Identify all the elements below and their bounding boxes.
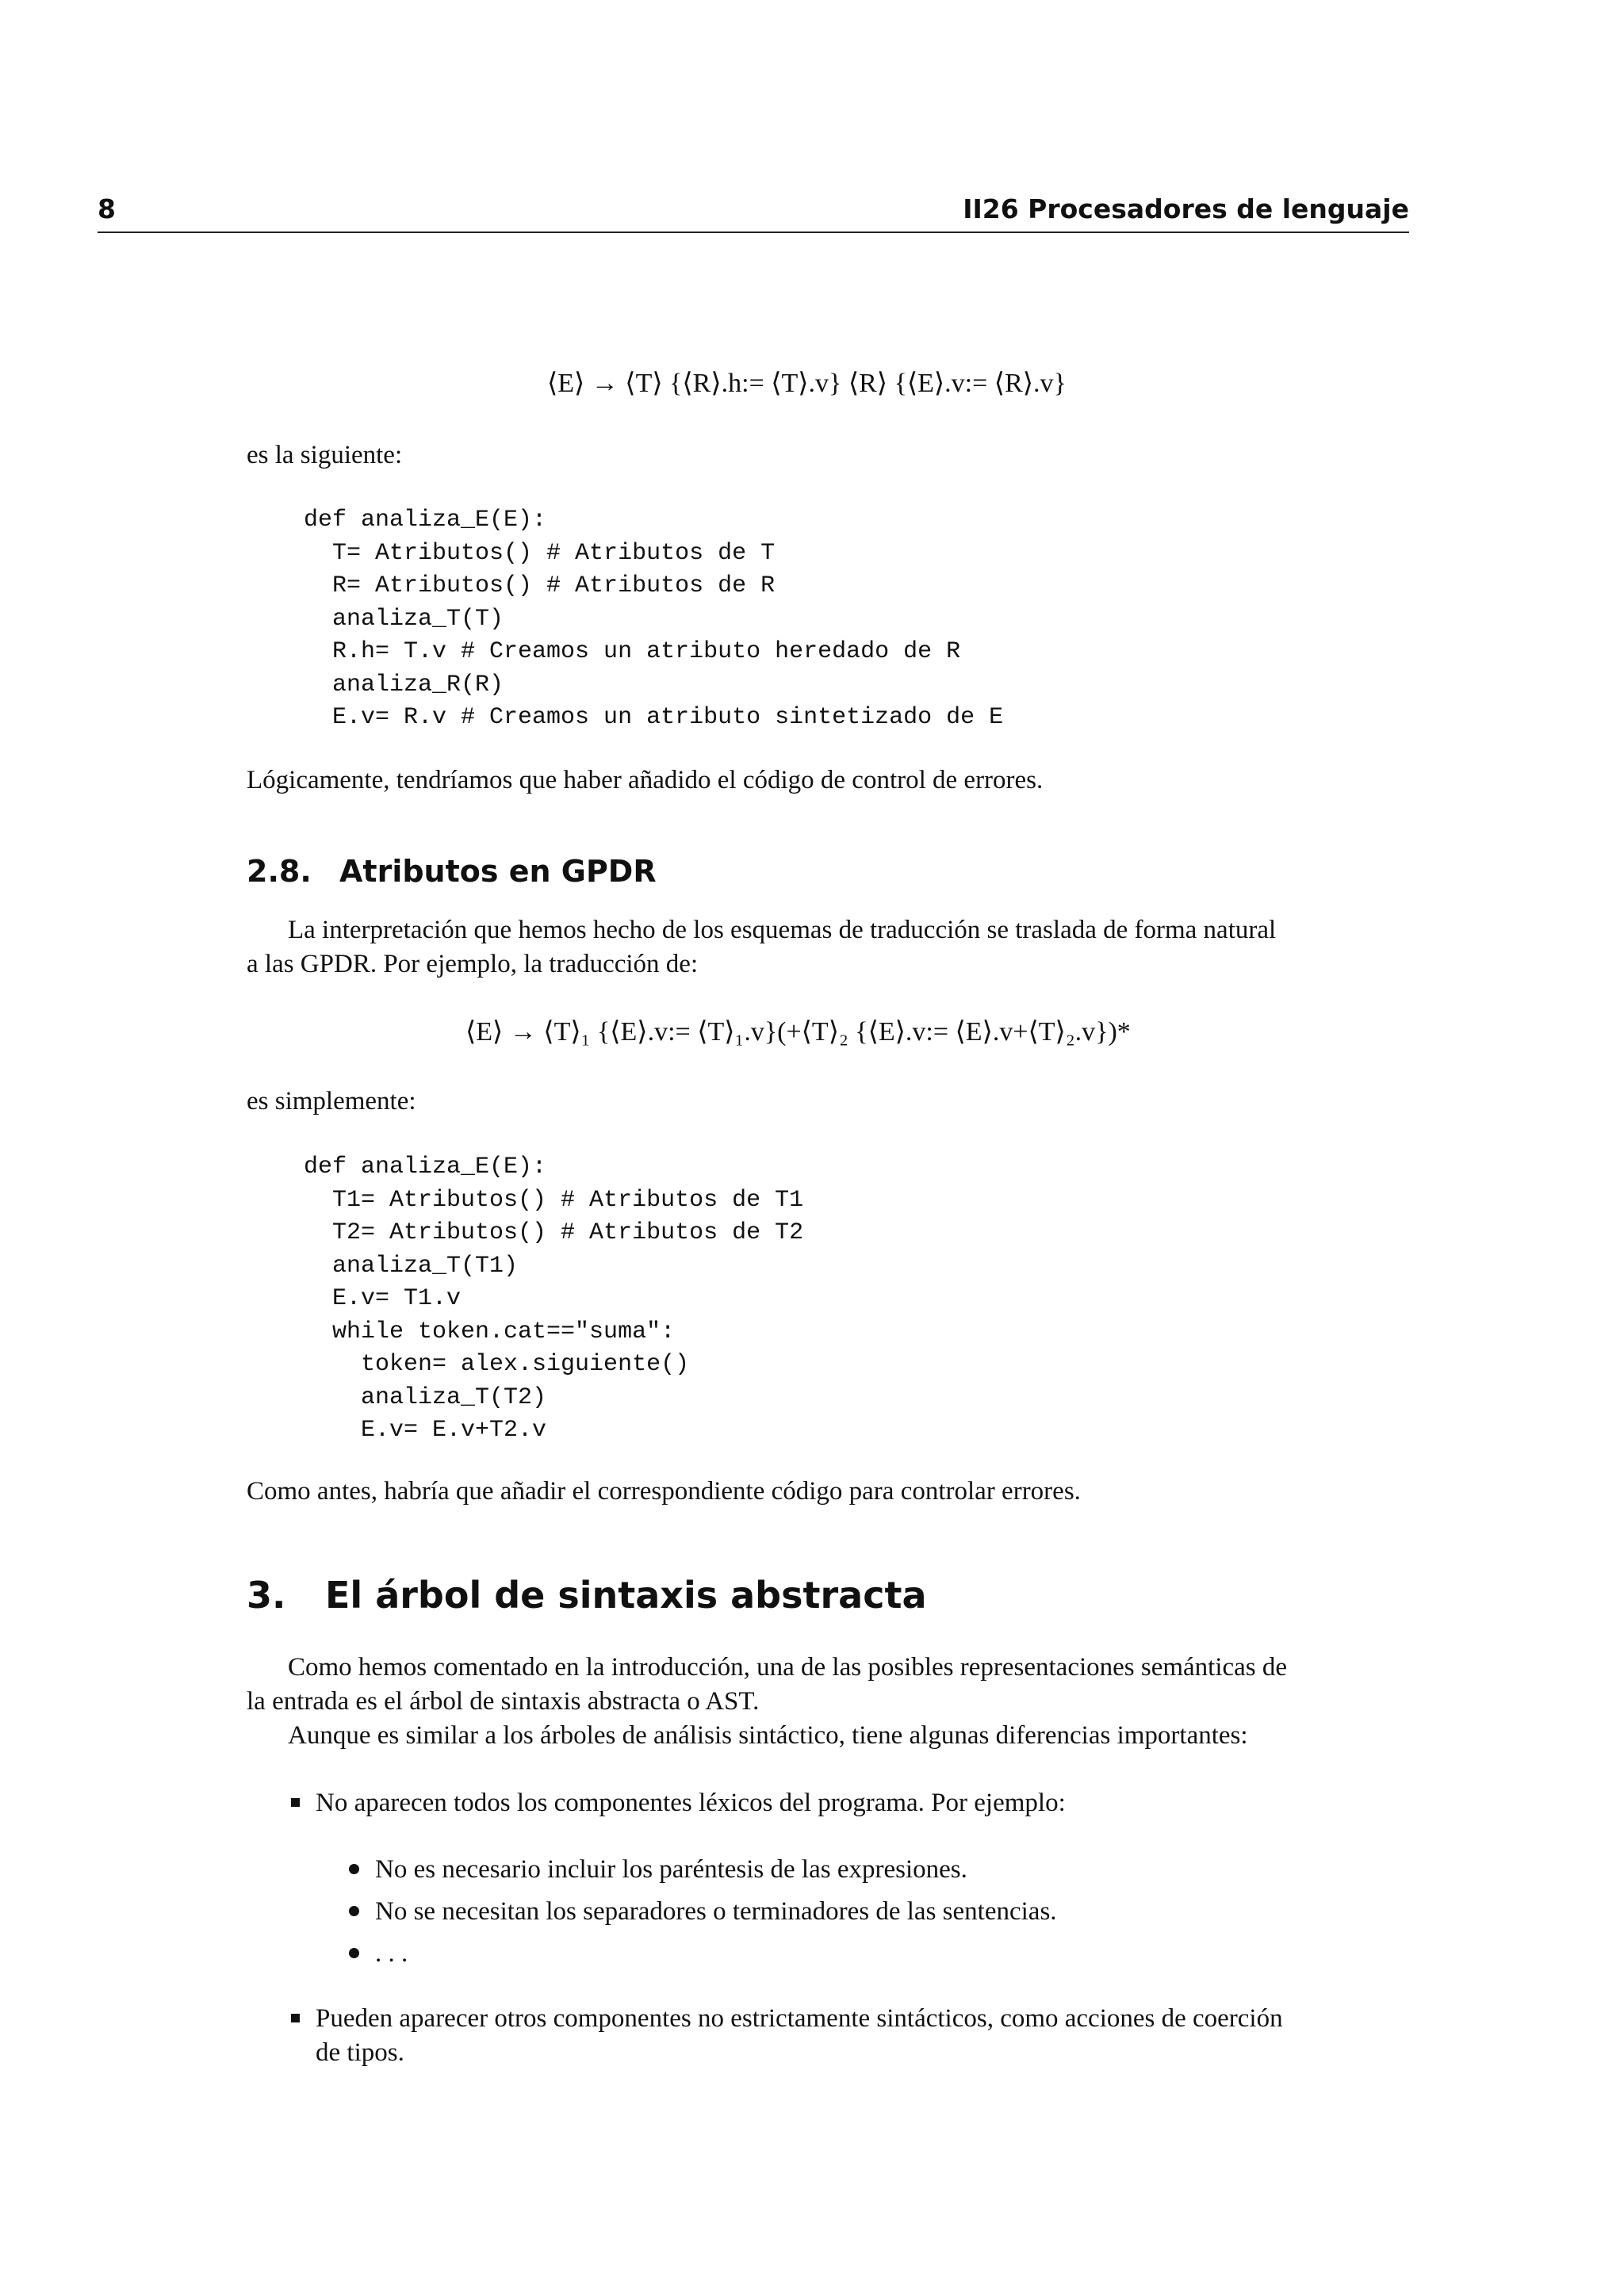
paragraph-gpdr-line-1: La interpretación que hemos hecho de los esquemas de traducción se traslada de forma natural — [288, 916, 1277, 944]
bullet-item-2-line-1: Pueden aparecer otros componentes no estrictamente sintácticos, como acciones de coerción — [316, 2004, 1283, 2033]
sub-bullet-item-1: No es necesario incluir los paréntesis de las expresiones. — [375, 1855, 967, 1884]
paragraph-diferencias: Aunque es similar a los árboles de análisis sintáctico, tiene algunas diferencias importantes: — [288, 1721, 1248, 1750]
equation-2: ⟨E⟩ → ⟨T⟩₁ {⟨E⟩.v:= ⟨T⟩₁.v}(+⟨T⟩₂ {⟨E⟩.v:= ⟨E⟩.v+⟨T⟩₂.v})* — [465, 1017, 1131, 1047]
paragraph-siguiente: es la siguiente: — [247, 441, 403, 469]
sub-bullet-item-2: No se necesitan los separadores o terminadores de las sentencias. — [375, 1897, 1057, 1926]
section-number-3: 3. — [247, 1574, 286, 1617]
equation-1: ⟨E⟩ → ⟨T⟩ {⟨R⟩.h:= ⟨T⟩.v} ⟨R⟩ {⟨E⟩.v:= ⟨R⟩.v} — [547, 369, 1067, 398]
section-title-3: El árbol de sintaxis abstracta — [325, 1574, 927, 1617]
running-title: II26 Procesadores de lenguaje — [963, 193, 1409, 224]
section-title-2-8: Atributos en GPDR — [339, 854, 657, 889]
paragraph-logicamente: Lógicamente, tendríamos que haber añadido el código de control de errores. — [247, 766, 1044, 794]
paragraph-como-antes: Como antes, habría que añadir el correspondiente código para controlar errores. — [247, 1477, 1081, 1506]
section-number-2-8: 2.8. — [247, 854, 312, 889]
square-bullet-icon — [291, 2014, 300, 2022]
paragraph-simplemente: es simplemente: — [247, 1087, 416, 1115]
page-number: 8 — [98, 193, 116, 224]
sub-bullet-item-3: . . . — [375, 1939, 408, 1968]
code-block-1: def analiza_E(E): T= Atributos() # Atributos de T R= Atributos() # Atributos de R analiza_T(T) R.h= T.v # Creamos un atributo heredado de R analiza_R(R) E.v= R.v # Creamos un atributo sintetizado de E — [304, 507, 1004, 731]
bullet-item-1: No aparecen todos los componentes léxicos del programa. Por ejemplo: — [316, 1789, 1066, 1817]
paragraph-ast-line-1: Como hemos comentado en la introducción, una de las posibles representaciones semánticas de — [288, 1653, 1288, 1682]
running-header — [98, 193, 1409, 233]
dot-bullet-icon — [349, 1906, 359, 1916]
code-block-2: def analiza_E(E): T1= Atributos() # Atributos de T1 T2= Atributos() # Atributos de T2 analiza_T(T1) E.v= T1.v while token.cat=="suma": token= alex.siguiente() analiza_T(T2) E.v= E.v+T2.v — [304, 1154, 804, 1444]
bullet-item-2-line-2: de tipos. — [316, 2038, 404, 2067]
dot-bullet-icon — [349, 1948, 359, 1958]
paragraph-ast-line-2: la entrada es el árbol de sintaxis abstracta o AST. — [247, 1687, 760, 1716]
square-bullet-icon — [291, 1798, 300, 1807]
paragraph-gpdr-line-2: a las GPDR. Por ejemplo, la traducción de: — [247, 950, 699, 978]
dot-bullet-icon — [349, 1864, 359, 1874]
